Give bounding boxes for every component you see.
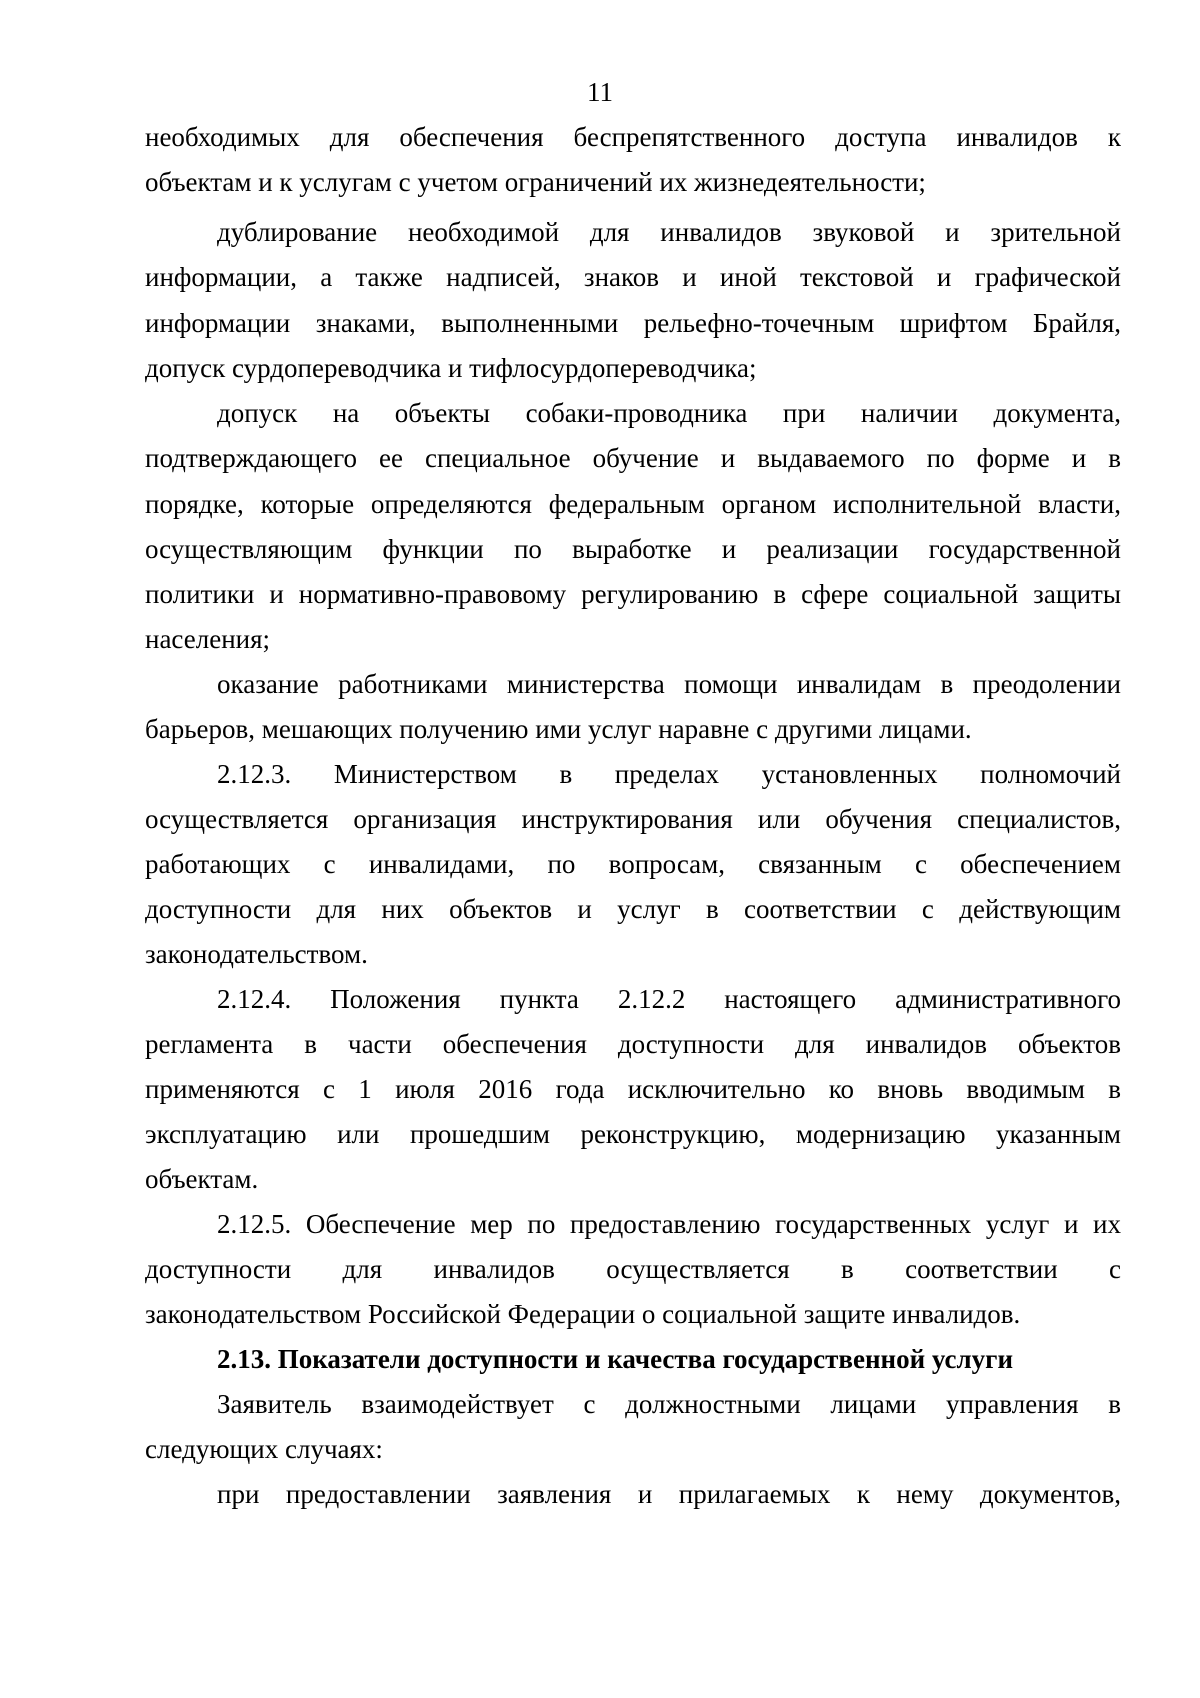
text-line: оказание работниками министерства помощи инвалидам в преодолении [217, 669, 1121, 699]
text-line: политики и нормативно-правовому регулированию в сфере социальной защиты [145, 579, 1121, 609]
text-line: при предоставлении заявления и прилагаемых к нему документов, [217, 1479, 1121, 1509]
text-line: объектам и к услугам с учетом ограничений их жизнедеятельности; [145, 167, 926, 197]
text-line: применяются с 1 июля 2016 года исключительно ко вновь вводимым в [145, 1074, 1121, 1104]
text-line: информации знаками, выполненными рельефно-точечным шрифтом Брайля, [145, 308, 1121, 338]
text-line: допуск на объекты собаки-проводника при наличии документа, [217, 398, 1121, 428]
text-line: работающих с инвалидами, по вопросам, связанным с обеспечением [145, 849, 1121, 879]
text-line: необходимых для обеспечения беспрепятственного доступа инвалидов к [145, 122, 1121, 152]
section-heading: 2.13. Показатели доступности и качества государственной услуги [217, 1344, 1013, 1374]
text-line: 2.12.4. Положения пункта 2.12.2 настоящего административного [217, 984, 1121, 1014]
text-line: эксплуатацию или прошедшим реконструкцию, модернизацию указанным [145, 1119, 1121, 1149]
text-line: 2.12.3. Министерством в пределах установленных полномочий [217, 759, 1121, 789]
text-line: 2.12.5. Обеспечение мер по предоставлению государственных услуг и их [217, 1209, 1121, 1239]
text-line: законодательством. [145, 939, 368, 969]
text-line: доступности для инвалидов осуществляется в соответствии с [145, 1254, 1121, 1284]
text-line: населения; [145, 624, 271, 654]
text-line: законодательством Российской Федерации о социальной защите инвалидов. [145, 1299, 1021, 1329]
text-line: информации, а также надписей, знаков и иной текстовой и графической [145, 262, 1121, 292]
text-line: объектам. [145, 1164, 259, 1194]
text-line: подтверждающего ее специальное обучение и выдаваемого по форме и в [145, 443, 1121, 473]
page-number: 11 [587, 77, 613, 107]
text-line: следующих случаях: [145, 1434, 383, 1464]
text-line: порядке, которые определяются федеральным органом исполнительной власти, [145, 489, 1121, 519]
text-line: доступности для них объектов и услуг в соответствии с действующим [145, 894, 1121, 924]
text-line: дублирование необходимой для инвалидов звуковой и зрительной [217, 217, 1121, 247]
text-line: осуществляется организация инструктирования или обучения специалистов, [145, 804, 1121, 834]
text-line: осуществляющим функции по выработке и реализации государственной [145, 534, 1121, 564]
text-line: допуск сурдопереводчика и тифлосурдопереводчика; [145, 353, 757, 383]
text-line: регламента в части обеспечения доступности для инвалидов объектов [145, 1029, 1121, 1059]
text-line: барьеров, мешающих получению ими услуг наравне с другими лицами. [145, 714, 972, 744]
text-line: Заявитель взаимодействует с должностными лицами управления в [217, 1389, 1121, 1419]
